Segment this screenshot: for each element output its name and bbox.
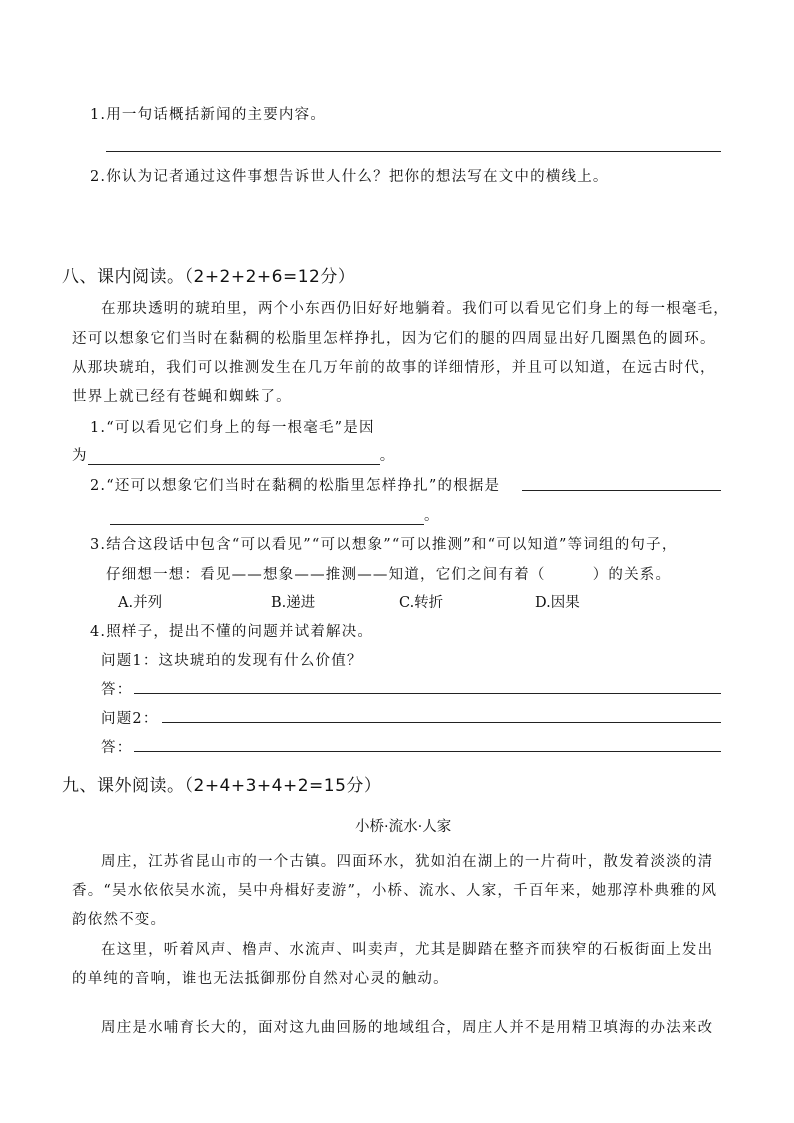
sec8-q1-continuation xyxy=(72,444,395,465)
sec8-q1-period: 。 xyxy=(379,448,396,464)
q7-question-2: 2.你认为记者通过这件事想告诉世人什么？把你的想法写在文中的横线上。 xyxy=(90,169,609,185)
sec8-q4-question-2-line[interactable] xyxy=(162,722,721,723)
sec8-q1-text: 1.“可以看见它们身上的每一根毫毛”是因 xyxy=(90,420,375,436)
sec9-passage-line-2: 香。“吴水依依吴水流，吴中舟楫好麦游”，小桥、流水、人家，千百年来，她那淳朴典雅的风 xyxy=(72,883,718,899)
sec9-passage-line-4: 在这里，听着风声、橹声、水流声、叫卖声，尤其是脚踏在整齐而狭窄的石板街面上发出 xyxy=(101,942,714,958)
sec8-q2-text: 2.“还可以想象它们当时在黏稠的松脂里怎样挣扎”的根据是 xyxy=(90,478,501,494)
sec8-q2-answer-line-1[interactable] xyxy=(522,490,721,491)
sec8-q4-answer-2-line[interactable] xyxy=(134,751,721,752)
sec8-q3-option-b[interactable]: B.递进 xyxy=(271,595,316,611)
q7-answer-line-1[interactable] xyxy=(106,151,721,152)
sec8-q1-prefix: 为 xyxy=(72,448,88,464)
sec8-q3-option-c[interactable]: C.转折 xyxy=(399,595,444,611)
section-8-heading: 八、课内阅读。（2+2+2+6=12分） xyxy=(62,267,356,287)
sec8-q3-text-line-1: 3.结合这段话中包含“可以看见”“可以想象”“可以推测”和“可以知道”等词组的句子， xyxy=(90,537,678,553)
sec9-passage-line-5: 的单纯的音响，谁也无法抵御那份自然对心灵的触动。 xyxy=(72,971,449,987)
sec8-q4-question-2-label: 问题2： xyxy=(101,711,159,727)
section-9-heading: 九、课外阅读。（2+4+3+4+2=15分） xyxy=(62,776,382,796)
sec8-q4-answer-1-line[interactable] xyxy=(134,693,721,694)
sec8-passage-line-3: 从那块琥珀，我们可以推测发生在几万年前的故事的详细情形，并且可以知道，在远古时代， xyxy=(72,360,716,376)
sec8-q2-period: 。 xyxy=(424,508,440,524)
sec8-q3-text-line-2: 仔细想一想：看见——想象——推测——知道，它们之间有着（ ）的关系。 xyxy=(106,567,672,583)
sec8-q4-answer-2-label: 答： xyxy=(101,740,133,756)
sec8-q3-option-d[interactable]: D.因果 xyxy=(535,595,580,611)
sec9-article-title: 小桥·流水·人家 xyxy=(355,819,452,835)
sec8-q1-answer-line[interactable] xyxy=(88,448,380,465)
q7-question-1: 1.用一句话概括新闻的主要内容。 xyxy=(90,107,327,123)
sec8-q4-answer-1-label: 答： xyxy=(101,682,133,698)
sec8-q3-option-a[interactable]: A.并列 xyxy=(118,595,163,611)
sec8-passage-line-4: 世界上就已经有苍蝇和蜘蛛了。 xyxy=(72,389,292,405)
sec8-passage-line-2: 还可以想象它们当时在黏稠的松脂里怎样挣扎，因为它们的腿的四周显出好几圈黑色的圆环。 xyxy=(72,331,716,347)
sec9-passage-line-6: 周庄是水哺育长大的，面对这九曲回肠的地域组合，周庄人并不是用精卫填海的办法来改 xyxy=(101,1020,714,1036)
sec9-passage-line-1: 周庄，江苏省昆山市的一个古镇。四面环水，犹如泊在湖上的一片荷叶，散发着淡淡的清 xyxy=(101,854,714,870)
sec8-q4-question-1: 问题1：这块琥珀的发现有什么价值？ xyxy=(101,653,363,669)
sec8-q4-text: 4.照样子，提出不懂的问题并试着解决。 xyxy=(90,624,374,640)
sec8-q2-answer-line-2[interactable] xyxy=(110,508,424,525)
sec8-passage-line-1: 在那块透明的琥珀里，两个小东西仍旧好好地躺着。我们可以看见它们身上的每一根毫毛， xyxy=(101,301,729,317)
sec8-q2-continuation xyxy=(110,504,440,525)
sec9-passage-line-3: 韵依然不变。 xyxy=(72,912,167,928)
